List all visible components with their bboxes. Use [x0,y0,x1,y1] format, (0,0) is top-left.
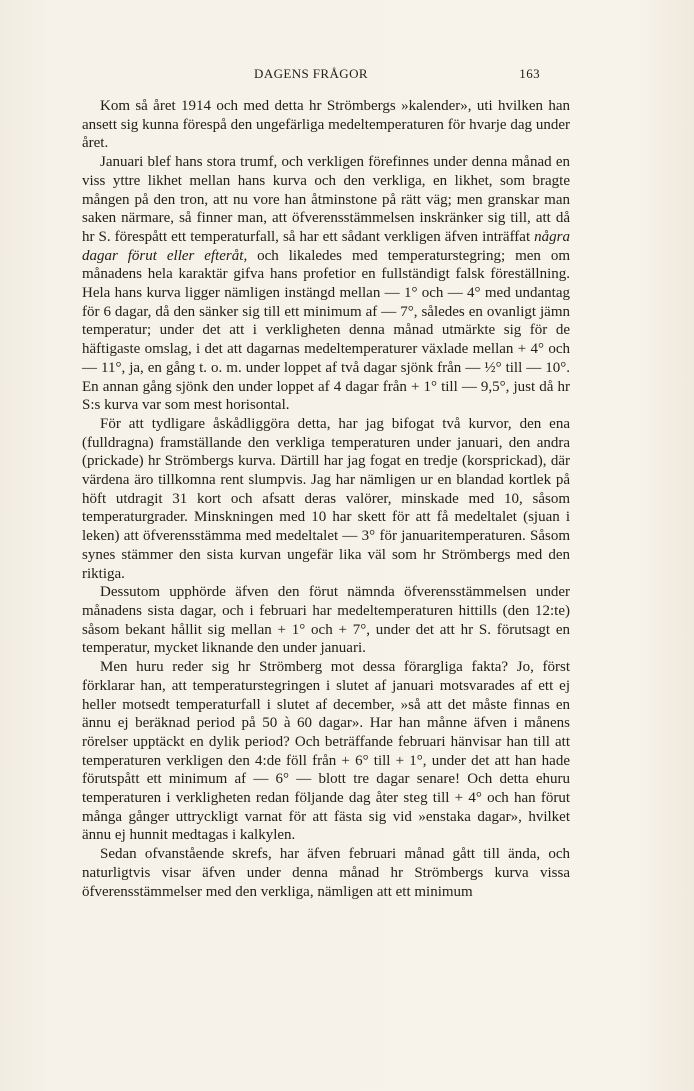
paragraph [82,97,570,153]
text-run: Kom så året 1914 och med detta hr Strömbergs »kalender», uti hvilken han ansett sig kunna förespå den ungefärliga medeltemperaturen för hvarje dag under året. [82,98,570,152]
body-text [82,97,570,901]
page-header [82,66,540,82]
paragraph [82,415,570,583]
paragraph [82,658,570,845]
paragraph [82,583,570,658]
text-run: , och likaledes med temperaturstegring; men om månadens hela karaktär gifva hans profetior en fullständigt falsk föreställning. Hela hans kurva ligger nämligen instängd mellan — 1° och — 4° med undantag för 6 dagar, då den sänker sig till ett minimum af — 7°, således en ovanligt jämn temperatur; under det att i verkligheten denna månad utmärkte sig för de häftigaste omslag, i det att dagarnas medeltemperaturer växlade mellan + 4° och — 11°, ja, en gång t. o. m. under loppet af två dagar sjönk från — ½° till — 10°. En annan gång sjönk den under loppet af 4 dagar från + 1° till — 9,5°, just då hr S:s kurva var som mest horisontal. [82,247,570,414]
italic-phrase: några dagar förut eller efteråt [82,228,570,264]
text-run: Sedan ofvanstående skrefs, har äfven februari månad gått till ända, och naturligtvis visar äfven under denna månad hr Strömbergs kurva vissa öfverensstämmelser med den verkliga, nämligen att ett minimum [82,846,570,900]
text-run: Men huru reder sig hr Strömberg mot dessa förargliga fakta? Jo, först förklarar han, att temperaturstegringen i slutet af januari motsvarades af ett ej heller motsedt temperaturfall i slutet af december, »så att det måste finnas en ännu ej beräknad period på 50 à 60 dagar». Har han månne äfven i månens rörelser upptäckt en dylik period? Och beträffande februari hänvisar han till att temperaturen verkligen den 4:de föll från + 6° till + 1°, under det att han hade förutspått ett minimum af — 6° — blott tre dagar senare! Och detta ehuru temperaturen i verkligheten redan följande dag åter steg till + 4° och han förut många gånger uttryckligt varnat för att fästa sig vid »enstaka dagar», hvilket ännu ej hunnit medtagas i kalkylen. [82,659,570,844]
text-run: Januari blef hans stora trumf, och verkligen förefinnes under denna månad en viss yttre likhet mellan hans kurva och den verkliga, en likhet, som bragte mången på den tron, att nu vore han åtminstone på rätt väg; men granskar man saken närmare, så finner man, att öfverensstämmelsen inskränker sig till, att då hr S. förespått ett temperaturfall, så har ett sådant verkligen äfven inträffat [82,154,570,245]
text-run: För att tydligare åskådliggöra detta, har jag bifogat två kurvor, den ena (fulldragna) framställande den verkliga temperaturen under januari, den andra (prickade) hr Strömbergs kurva. Därtill har jag fogat en tredje (korsprickad), där värdena äro tillkomna rent slumpvis. Jag har nämligen ur en blandad kortlek på höft utdragit 31 kort och afsatt deras valörer, minskade med 10, såsom temperaturgrader. Minskningen med 10 har skett för att få medeltalet (sjuan i leken) att öfverensstämma med medeltalet — 3° för januaritemperaturen. Såsom synes stämmer den sista kurvan ungefär lika väl som hr Strömbergs med den riktiga. [82,415,570,582]
page-number: 163 [519,66,540,81]
text-run: Dessutom upphörde äfven den förut nämnda öfverensstämmelsen under månadens sista dagar, och i februari har medeltemperaturen hittills (den 12:te) såsom bekant hållit sig mellan + 1° och + 7°, under det att hr S. förutsagt en temperatur, mycket liknande den under januari. [82,584,570,657]
paragraph [82,845,570,901]
paragraph [82,153,570,415]
running-head: DAGENS FRÅGOR [254,66,368,81]
